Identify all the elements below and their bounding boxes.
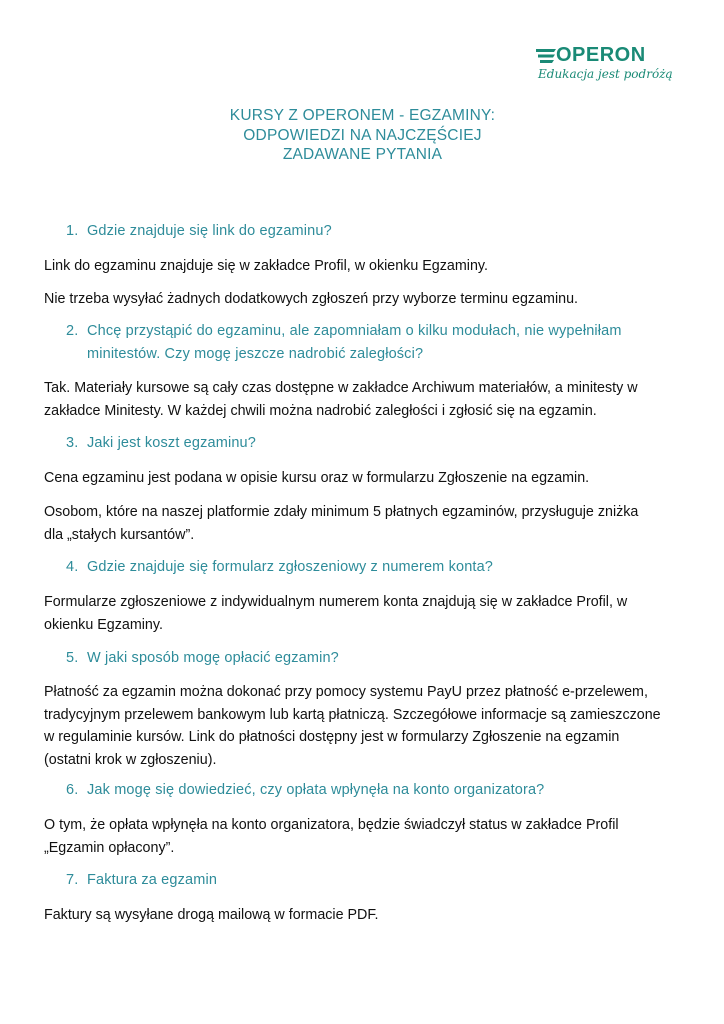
title-line: ODPOWIEDZI NA NAJCZĘŚCIEJ [243, 126, 482, 144]
faq-question-7 [66, 869, 217, 892]
faq-answer-4 [44, 591, 684, 636]
question-text: Gdzie znajduje się formularz zgłoszeniowy z numerem konta? [87, 559, 494, 575]
answer-line: „Egzamin opłacony”. [44, 839, 175, 856]
faq-answer-6 [44, 814, 684, 859]
faq-answer-7 [44, 904, 684, 927]
answer-line: tradycyjnym przelewem bankowym lub kartą płatniczą. Szczegółowe informacje są zamieszczone [44, 706, 661, 723]
answer-line: Nie trzeba wysyłać żadnych dodatkowych zgłoszeń przy wyborze terminu egzaminu. [44, 291, 578, 307]
faq-question-1 [66, 220, 332, 243]
faq-answer-2 [44, 377, 684, 422]
title-line: ZADAWANE PYTANIA [282, 146, 443, 163]
question-number: 3. [66, 435, 79, 451]
question-text: Jak mogę się dowiedzieć, czy opłata wpłynęła na konto organizatora? [87, 782, 545, 798]
answer-line: dla „stałych kursantów”. [44, 526, 195, 543]
question-number: 7. [66, 872, 79, 888]
answer-line: Formularze zgłoszeniowe z indywidualnym numerem konta znajdują się w zakładce Profil, w [44, 594, 628, 610]
faq-answer-3a [44, 467, 684, 490]
answer-line: (ostatni krok w zgłoszeniu). [44, 751, 217, 768]
question-number: 6. [66, 782, 79, 798]
answer-line: w regulaminie kursów. Link do płatności dostępny jest w formularzy Zgłoszenie na egzamin [44, 729, 620, 745]
answer-line: Faktury są wysyłane drogą mailową w formacie PDF. [44, 907, 379, 923]
question-number: 1. [66, 223, 79, 239]
answer-line: Płatność za egzamin można dokonać przy pomocy systemu PayU przez płatność e-przelewem, [44, 684, 648, 700]
faq-answer-5 [44, 681, 684, 771]
question-text: Chcę przystąpić do egzaminu, ale zapomniałam o kilku modułach, nie wypełniłam [87, 323, 622, 339]
question-text: Gdzie znajduje się link do egzaminu? [87, 223, 332, 239]
title-line: KURSY Z OPERONEM - EGZAMINY: [229, 107, 496, 124]
faq-question-5 [66, 647, 339, 670]
faq-answer-1b [44, 288, 684, 311]
brand-name: OPERON [556, 44, 646, 66]
answer-line: O tym, że opłata wpłynęła na konto organizatora, będzie świadczył status w zakładce Profil [44, 817, 619, 833]
faq-question-2 [66, 320, 622, 366]
answer-line: Osobom, które na naszej platformie zdały minimum 5 płatnych egzaminów, przysługuje zniżka [44, 504, 639, 520]
faq-answer-3b [44, 501, 684, 546]
answer-line: Cena egzaminu jest podana w opisie kursu oraz w formularzu Zgłoszenie na egzamin. [44, 470, 590, 486]
faq-question-3 [66, 432, 256, 455]
faq-question-6 [66, 779, 544, 802]
answer-line: zakładce Minitesty. W każdej chwili można nadrobić zaległości i zgłosić się na egzamin. [44, 402, 597, 419]
answer-line: okienku Egzaminy. [44, 616, 163, 633]
question-number: 2. [66, 323, 79, 339]
question-number: 4. [66, 559, 79, 575]
question-number: 5. [66, 650, 79, 666]
question-text: minitestów. Czy mogę jeszcze nadrobić zaległości? [87, 346, 424, 362]
page-title [120, 106, 605, 165]
faq-answer-1a [44, 255, 684, 278]
operon-logo [532, 44, 676, 88]
faq-question-4 [66, 556, 493, 579]
question-text: Jaki jest koszt egzaminu? [87, 435, 256, 451]
brand-tagline: Edukacja jest podróżą [538, 67, 673, 81]
answer-line: Link do egzaminu znajduje się w zakładce Profil, w okienku Egzaminy. [44, 258, 488, 274]
answer-line: Tak. Materiały kursowe są cały czas dostępne w zakładce Archiwum materiałów, a minitesty w [44, 380, 638, 396]
question-text: Faktura za egzamin [87, 872, 218, 888]
question-text: W jaki sposób mogę opłacić egzamin? [87, 650, 339, 666]
